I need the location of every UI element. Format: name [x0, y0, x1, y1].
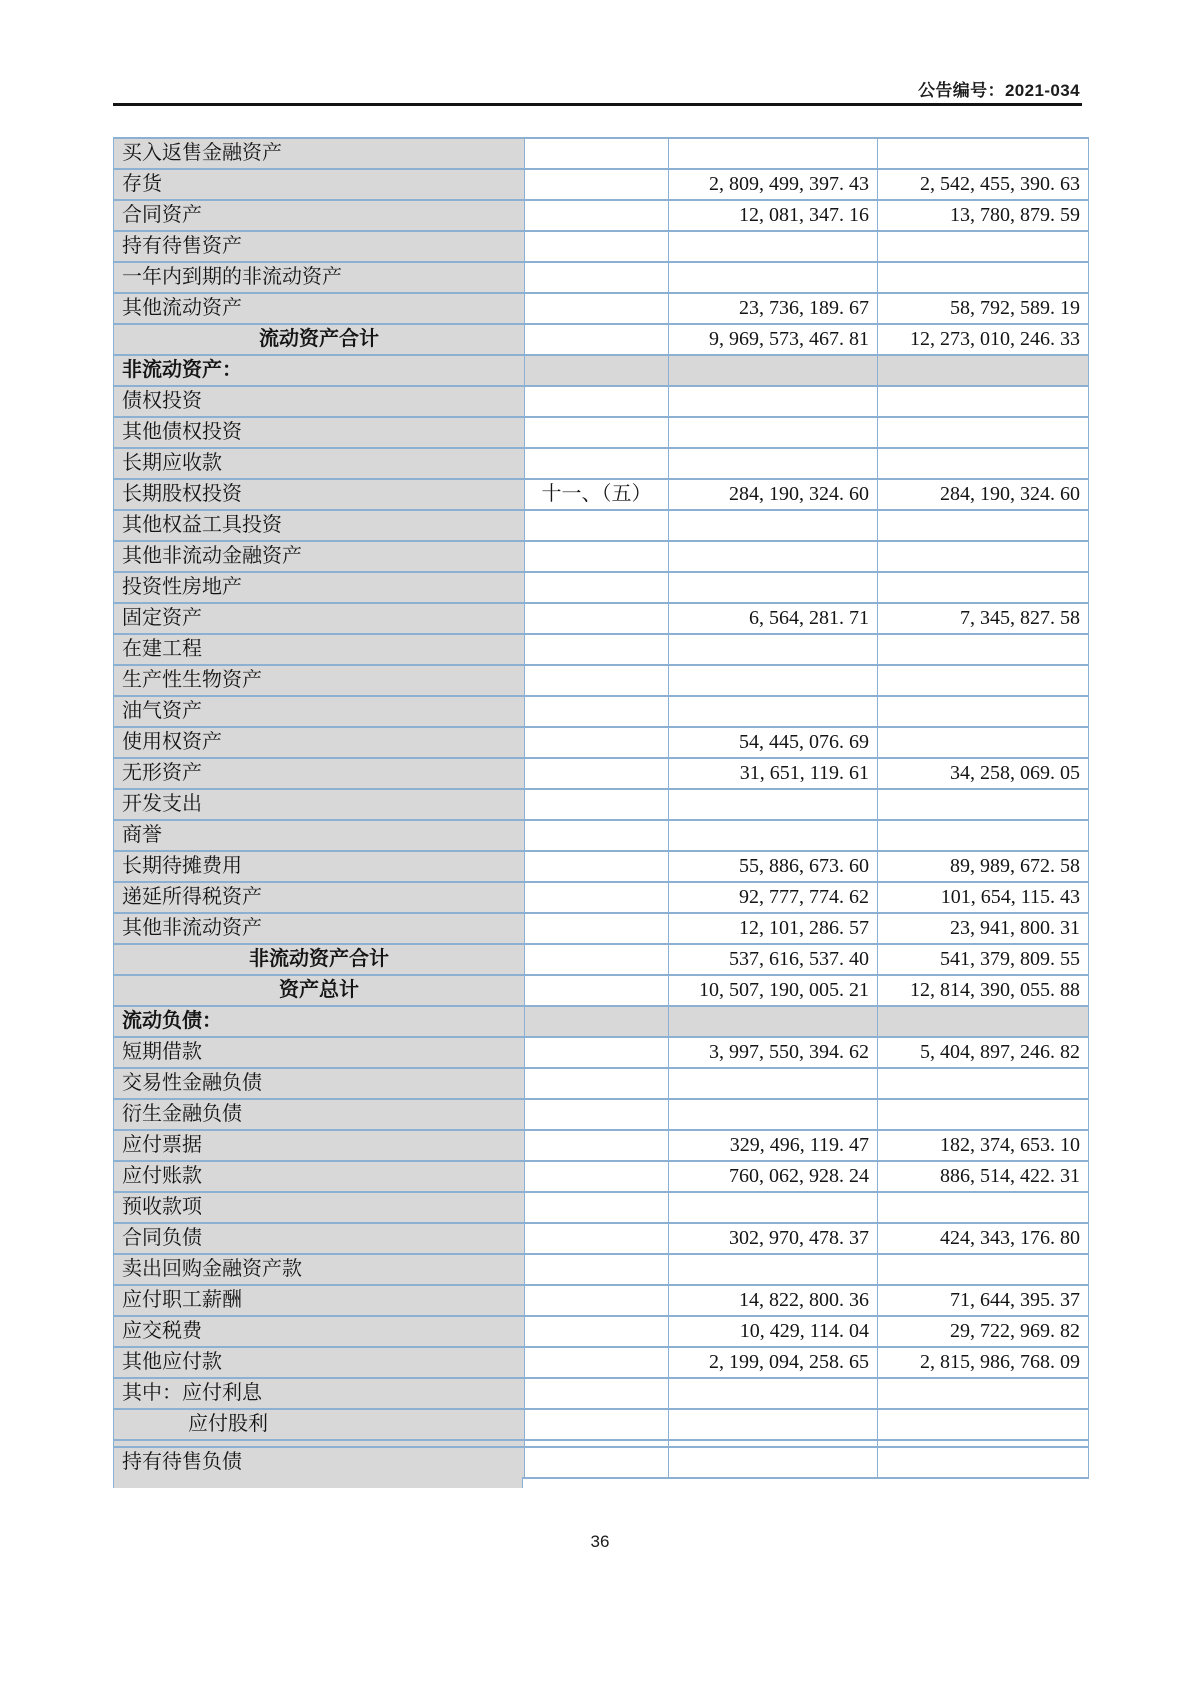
table-row	[114, 789, 1089, 820]
note-cell	[525, 727, 669, 758]
item-cell: 流动资产合计	[114, 324, 525, 355]
item-cell: 长期应收款	[114, 448, 525, 479]
current-period-value-cell: 2, 199, 094, 258. 65	[669, 1347, 878, 1378]
item-cell: 固定资产	[114, 603, 525, 634]
table-row	[114, 727, 1089, 758]
current-period-value-cell	[669, 1192, 878, 1223]
current-period-value-cell: 302, 970, 478. 37	[669, 1223, 878, 1254]
prior-period-value-cell	[878, 820, 1089, 851]
note-cell	[525, 851, 669, 882]
table-row	[114, 1378, 1089, 1409]
prior-period-value-cell	[878, 510, 1089, 541]
prior-period-value-cell	[878, 572, 1089, 603]
table-row	[114, 510, 1089, 541]
current-period-value-cell	[669, 138, 878, 169]
current-period-value-cell	[669, 1099, 878, 1130]
table-row	[114, 913, 1089, 944]
item-cell: 流动负债：	[114, 1006, 525, 1037]
prior-period-value-cell	[878, 1447, 1089, 1478]
current-period-value-cell	[669, 541, 878, 572]
table-row	[114, 231, 1089, 262]
table-row	[114, 665, 1089, 696]
note-cell: 十一、（五）	[525, 479, 669, 510]
prior-period-value-cell	[878, 417, 1089, 448]
item-cell: 资产总计	[114, 975, 525, 1006]
current-period-value-cell	[669, 1006, 878, 1037]
note-cell	[525, 169, 669, 200]
current-period-value-cell: 92, 777, 774. 62	[669, 882, 878, 913]
table-row	[114, 1447, 1089, 1478]
note-cell	[525, 355, 669, 386]
note-cell	[525, 1409, 669, 1440]
current-period-value-cell: 23, 736, 189. 67	[669, 293, 878, 324]
item-cell: 应付股利	[114, 1409, 525, 1440]
item-cell: 无形资产	[114, 758, 525, 789]
prior-period-value-cell	[878, 355, 1089, 386]
table-row	[114, 1130, 1089, 1161]
prior-period-value-cell	[878, 1378, 1089, 1409]
current-period-value-cell	[669, 572, 878, 603]
prior-period-value-cell: 29, 722, 969. 82	[878, 1316, 1089, 1347]
prior-period-value-cell: 12, 814, 390, 055. 88	[878, 975, 1089, 1006]
prior-period-value-cell	[878, 386, 1089, 417]
prior-period-value-cell: 424, 343, 176. 80	[878, 1223, 1089, 1254]
table-row	[114, 1285, 1089, 1316]
item-cell: 长期股权投资	[114, 479, 525, 510]
note-cell	[525, 820, 669, 851]
note-cell	[525, 262, 669, 293]
prior-period-value-cell	[878, 448, 1089, 479]
table-row	[114, 851, 1089, 882]
prior-period-value-cell: 101, 654, 115. 43	[878, 882, 1089, 913]
note-cell	[525, 603, 669, 634]
note-cell	[525, 913, 669, 944]
note-cell	[525, 386, 669, 417]
table-row	[114, 169, 1089, 200]
table-row	[114, 1409, 1089, 1440]
current-period-value-cell	[669, 1440, 878, 1447]
table-row	[114, 820, 1089, 851]
balance-sheet-table	[113, 137, 1089, 1479]
note-cell	[525, 1447, 669, 1478]
note-cell	[525, 138, 669, 169]
note-cell	[525, 448, 669, 479]
item-cell: 持有待售资产	[114, 231, 525, 262]
prior-period-value-cell	[878, 1068, 1089, 1099]
current-period-value-cell	[669, 1254, 878, 1285]
item-cell: 递延所得税资产	[114, 882, 525, 913]
note-cell	[525, 1099, 669, 1130]
current-period-value-cell	[669, 789, 878, 820]
table-row	[114, 479, 1089, 510]
note-cell	[525, 665, 669, 696]
prior-period-value-cell: 2, 815, 986, 768. 09	[878, 1347, 1089, 1378]
item-cell: 持有待售负债	[114, 1447, 525, 1478]
note-cell	[525, 1440, 669, 1447]
table-row	[114, 758, 1089, 789]
current-period-value-cell	[669, 1447, 878, 1478]
note-cell	[525, 293, 669, 324]
table-row	[114, 1316, 1089, 1347]
prior-period-value-cell	[878, 262, 1089, 293]
note-cell	[525, 758, 669, 789]
page-number: 36	[590, 1532, 610, 1551]
current-period-value-cell	[669, 1378, 878, 1409]
note-cell	[525, 882, 669, 913]
current-period-value-cell: 537, 616, 537. 40	[669, 944, 878, 975]
item-cell: 其他非流动资产	[114, 913, 525, 944]
prior-period-value-cell: 58, 792, 589. 19	[878, 293, 1089, 324]
item-cell: 预收款项	[114, 1192, 525, 1223]
note-cell	[525, 1285, 669, 1316]
prior-period-value-cell	[878, 1099, 1089, 1130]
item-cell: 应付票据	[114, 1130, 525, 1161]
item-cell: 合同负债	[114, 1223, 525, 1254]
prior-period-value-cell	[878, 789, 1089, 820]
prior-period-value-cell: 13, 780, 879. 59	[878, 200, 1089, 231]
note-cell	[525, 1130, 669, 1161]
current-period-value-cell	[669, 634, 878, 665]
item-cell: 生产性生物资产	[114, 665, 525, 696]
prior-period-value-cell: 2, 542, 455, 390. 63	[878, 169, 1089, 200]
current-period-value-cell: 9, 969, 573, 467. 81	[669, 324, 878, 355]
note-cell	[525, 572, 669, 603]
note-cell	[525, 944, 669, 975]
table-row	[114, 324, 1089, 355]
table-row	[114, 1068, 1089, 1099]
table-row	[114, 1223, 1089, 1254]
prior-period-value-cell: 284, 190, 324. 60	[878, 479, 1089, 510]
item-cell: 商誉	[114, 820, 525, 851]
table-row	[114, 448, 1089, 479]
prior-period-value-cell	[878, 634, 1089, 665]
current-period-value-cell: 54, 445, 076. 69	[669, 727, 878, 758]
current-period-value-cell	[669, 696, 878, 727]
current-period-value-cell: 31, 651, 119. 61	[669, 758, 878, 789]
current-period-value-cell: 284, 190, 324. 60	[669, 479, 878, 510]
note-cell	[525, 1223, 669, 1254]
table-row	[114, 1037, 1089, 1068]
item-cell: 长期待摊费用	[114, 851, 525, 882]
table-row	[114, 975, 1089, 1006]
prior-period-value-cell: 71, 644, 395. 37	[878, 1285, 1089, 1316]
item-cell: 卖出回购金融资产款	[114, 1254, 525, 1285]
note-cell	[525, 634, 669, 665]
item-cell: 投资性房地产	[114, 572, 525, 603]
item-cell: 在建工程	[114, 634, 525, 665]
current-period-value-cell	[669, 1068, 878, 1099]
item-cell: 交易性金融负债	[114, 1068, 525, 1099]
table-row	[114, 603, 1089, 634]
item-cell: 其他债权投资	[114, 417, 525, 448]
current-period-value-cell: 2, 809, 499, 397. 43	[669, 169, 878, 200]
note-cell	[525, 1347, 669, 1378]
current-period-value-cell: 329, 496, 119. 47	[669, 1130, 878, 1161]
table-row	[114, 1440, 1089, 1447]
item-cell: 一年内到期的非流动资产	[114, 262, 525, 293]
table-row	[114, 200, 1089, 231]
item-cell: 衍生金融负债	[114, 1099, 525, 1130]
prior-period-value-cell: 12, 273, 010, 246. 33	[878, 324, 1089, 355]
prior-period-value-cell: 7, 345, 827. 58	[878, 603, 1089, 634]
current-period-value-cell: 14, 822, 800. 36	[669, 1285, 878, 1316]
item-cell: 存货	[114, 169, 525, 200]
current-period-value-cell	[669, 355, 878, 386]
item-cell: 开发支出	[114, 789, 525, 820]
item-cell: 应付职工薪酬	[114, 1285, 525, 1316]
table-row	[114, 1161, 1089, 1192]
prior-period-value-cell	[878, 1409, 1089, 1440]
current-period-value-cell	[669, 1409, 878, 1440]
note-cell	[525, 975, 669, 1006]
item-cell: 使用权资产	[114, 727, 525, 758]
current-period-value-cell	[669, 386, 878, 417]
table-row	[114, 1254, 1089, 1285]
current-period-value-cell	[669, 820, 878, 851]
prior-period-value-cell	[878, 1254, 1089, 1285]
prior-period-value-cell: 886, 514, 422. 31	[878, 1161, 1089, 1192]
current-period-value-cell: 12, 081, 347. 16	[669, 200, 878, 231]
note-cell	[525, 1037, 669, 1068]
note-cell	[525, 696, 669, 727]
item-cell: 买入返售金融资产	[114, 138, 525, 169]
table-row	[114, 882, 1089, 913]
note-cell	[525, 1378, 669, 1409]
prior-period-value-cell: 89, 989, 672. 58	[878, 851, 1089, 882]
note-cell	[525, 789, 669, 820]
prior-period-value-cell	[878, 1192, 1089, 1223]
current-period-value-cell: 10, 507, 190, 005. 21	[669, 975, 878, 1006]
table-row	[114, 355, 1089, 386]
item-cell: 合同资产	[114, 200, 525, 231]
table-row	[114, 138, 1089, 169]
table-row	[114, 696, 1089, 727]
item-cell: 应交税费	[114, 1316, 525, 1347]
prior-period-value-cell: 23, 941, 800. 31	[878, 913, 1089, 944]
current-period-value-cell	[669, 417, 878, 448]
prior-period-value-cell: 34, 258, 069. 05	[878, 758, 1089, 789]
item-cell: 其他非流动金融资产	[114, 541, 525, 572]
table-row	[114, 293, 1089, 324]
prior-period-value-cell	[878, 541, 1089, 572]
current-period-value-cell: 3, 997, 550, 394. 62	[669, 1037, 878, 1068]
prior-period-value-cell	[878, 231, 1089, 262]
table-row	[114, 1006, 1089, 1037]
note-cell	[525, 417, 669, 448]
current-period-value-cell	[669, 510, 878, 541]
prior-period-value-cell	[878, 696, 1089, 727]
item-cell	[114, 1440, 525, 1447]
prior-period-value-cell	[878, 138, 1089, 169]
item-cell: 应付账款	[114, 1161, 525, 1192]
prior-period-value-cell: 5, 404, 897, 246. 82	[878, 1037, 1089, 1068]
table-cutoff-strip	[113, 1477, 523, 1488]
current-period-value-cell: 760, 062, 928. 24	[669, 1161, 878, 1192]
current-period-value-cell: 6, 564, 281. 71	[669, 603, 878, 634]
note-cell	[525, 231, 669, 262]
table-row	[114, 634, 1089, 665]
table-row	[114, 541, 1089, 572]
item-cell: 非流动资产合计	[114, 944, 525, 975]
table-row	[114, 944, 1089, 975]
note-cell	[525, 1254, 669, 1285]
table-row	[114, 262, 1089, 293]
note-cell	[525, 510, 669, 541]
item-cell: 油气资产	[114, 696, 525, 727]
item-cell: 其中：应付利息	[114, 1378, 525, 1409]
table-row	[114, 417, 1089, 448]
current-period-value-cell	[669, 262, 878, 293]
note-cell	[525, 1006, 669, 1037]
prior-period-value-cell: 182, 374, 653. 10	[878, 1130, 1089, 1161]
current-period-value-cell: 55, 886, 673. 60	[669, 851, 878, 882]
announcement-number: 公告编号：2021-034	[917, 81, 1080, 100]
item-cell: 其他权益工具投资	[114, 510, 525, 541]
table-row	[114, 1192, 1089, 1223]
header-rule	[113, 103, 1082, 106]
current-period-value-cell	[669, 665, 878, 696]
table-row	[114, 1347, 1089, 1378]
note-cell	[525, 200, 669, 231]
note-cell	[525, 1316, 669, 1347]
current-period-value-cell: 12, 101, 286. 57	[669, 913, 878, 944]
table-row	[114, 572, 1089, 603]
item-cell: 债权投资	[114, 386, 525, 417]
note-cell	[525, 1068, 669, 1099]
prior-period-value-cell	[878, 1006, 1089, 1037]
item-cell: 其他流动资产	[114, 293, 525, 324]
prior-period-value-cell	[878, 1440, 1089, 1447]
current-period-value-cell	[669, 231, 878, 262]
item-cell: 短期借款	[114, 1037, 525, 1068]
note-cell	[525, 324, 669, 355]
table-row	[114, 386, 1089, 417]
note-cell	[525, 541, 669, 572]
note-cell	[525, 1161, 669, 1192]
current-period-value-cell: 10, 429, 114. 04	[669, 1316, 878, 1347]
item-cell: 其他应付款	[114, 1347, 525, 1378]
item-cell: 非流动资产：	[114, 355, 525, 386]
prior-period-value-cell	[878, 665, 1089, 696]
note-cell	[525, 1192, 669, 1223]
prior-period-value-cell: 541, 379, 809. 55	[878, 944, 1089, 975]
prior-period-value-cell	[878, 727, 1089, 758]
current-period-value-cell	[669, 448, 878, 479]
table-row	[114, 1099, 1089, 1130]
